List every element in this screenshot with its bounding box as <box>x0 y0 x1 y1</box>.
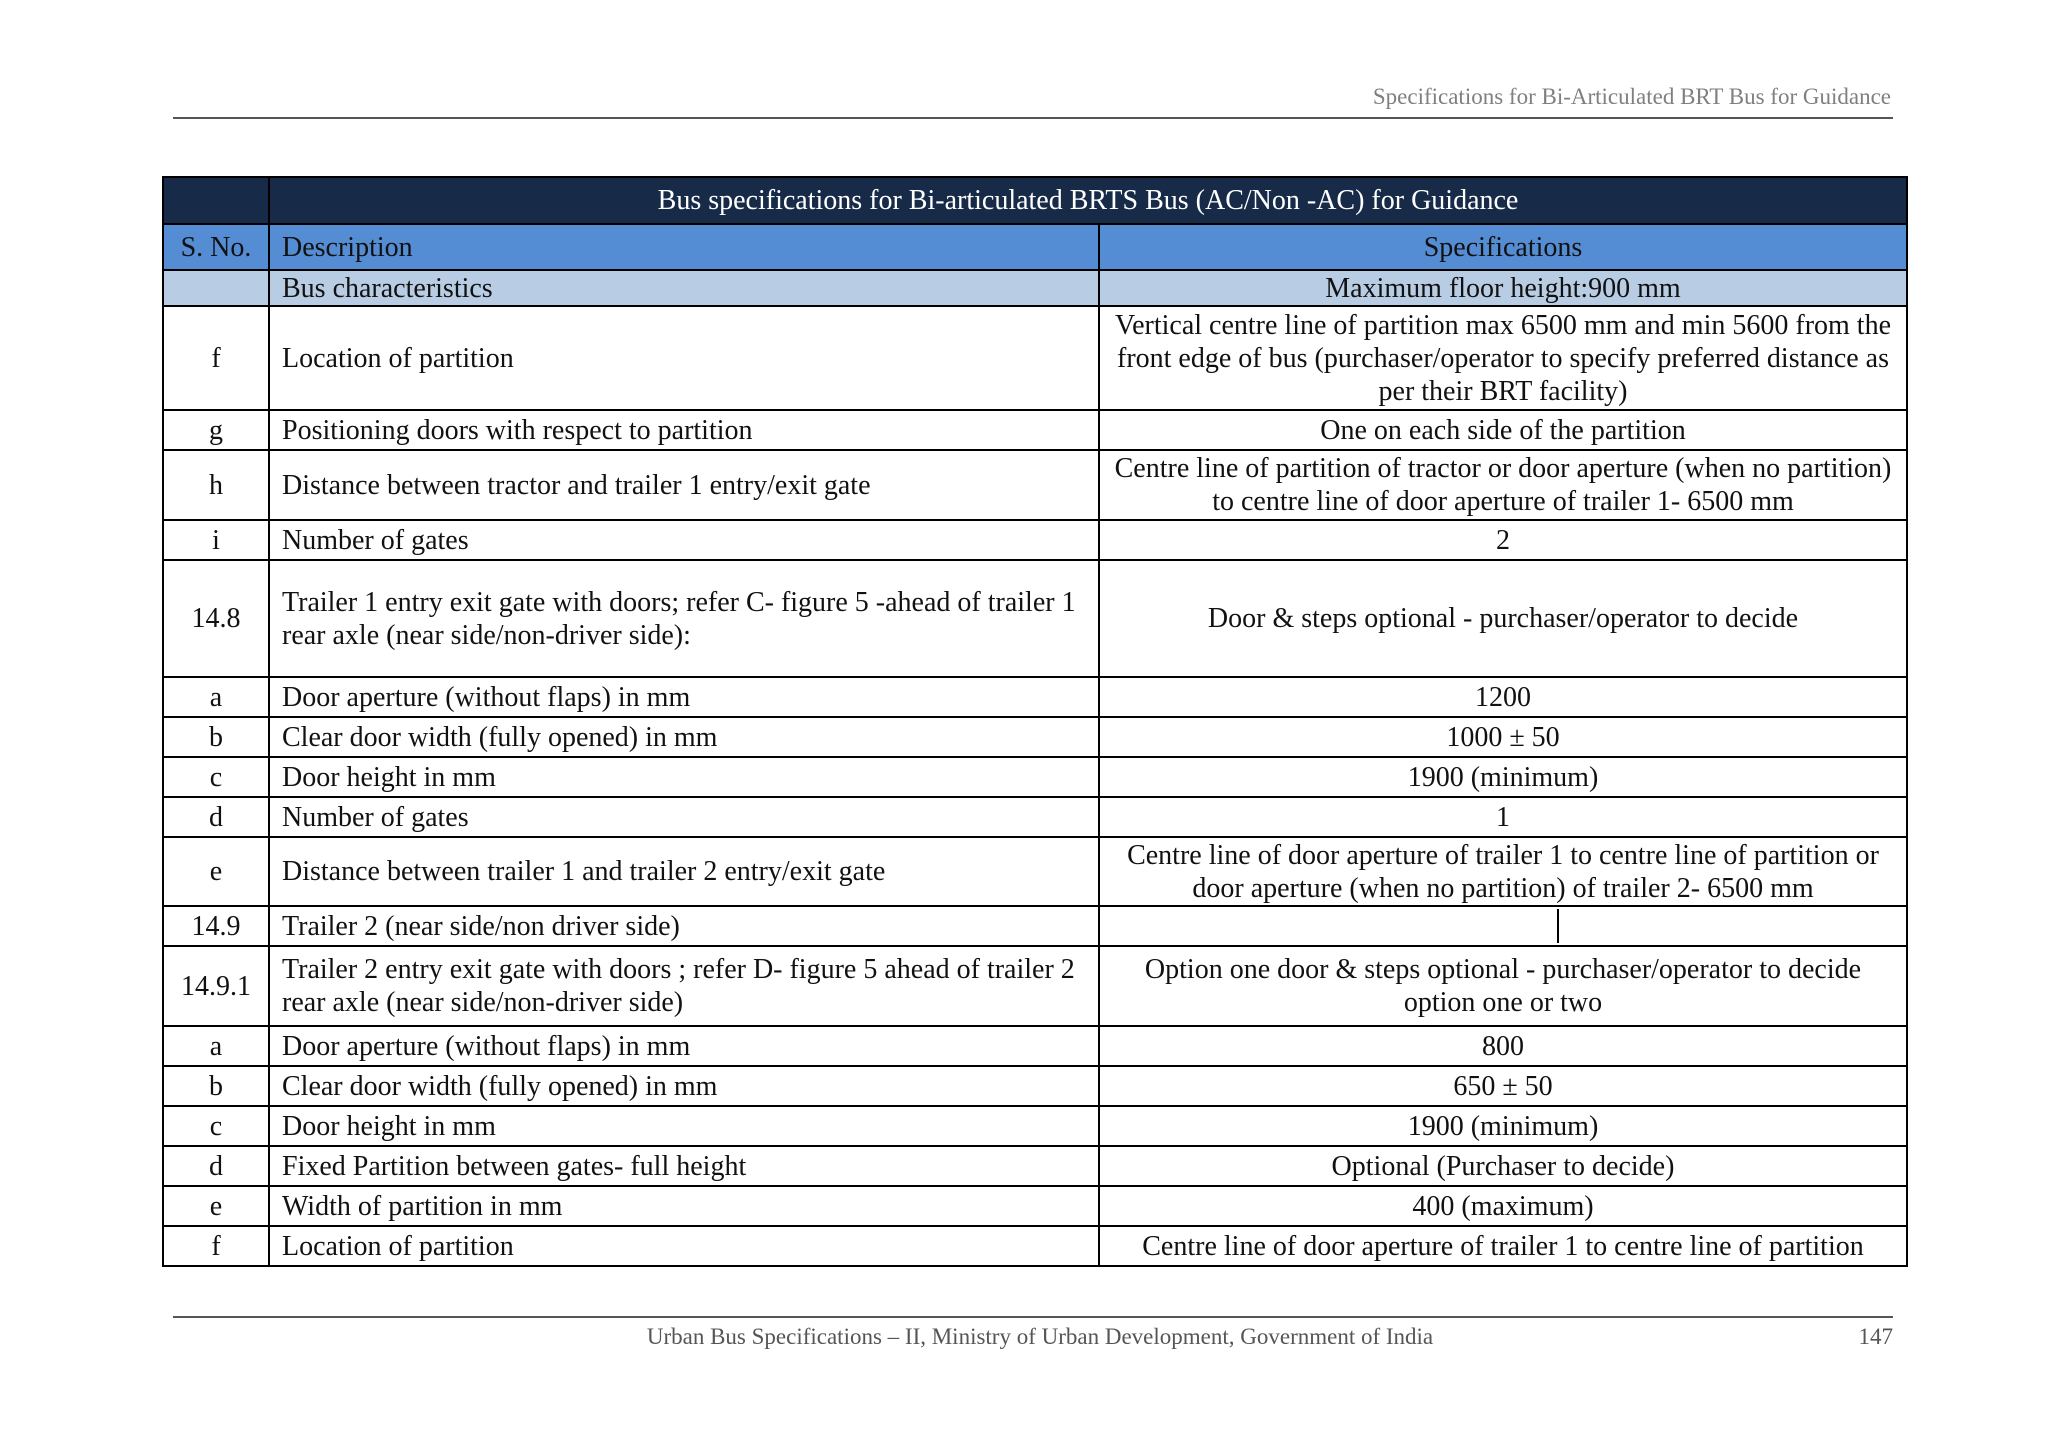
row-sno: e <box>163 837 269 906</box>
table-row <box>163 677 1907 717</box>
row-description: Number of gates <box>269 797 1099 837</box>
table-row <box>163 1106 1907 1146</box>
table-row <box>163 757 1907 797</box>
table-row <box>163 560 1907 677</box>
footer-rule <box>173 1316 1893 1318</box>
table-row <box>163 410 1907 450</box>
table-row <box>163 1026 1907 1066</box>
table-row <box>163 946 1907 1026</box>
table-row <box>163 450 1907 520</box>
page-number: 147 <box>1858 1324 1893 1349</box>
table-row <box>163 1066 1907 1106</box>
row-sno: 14.8 <box>163 560 269 677</box>
row-sno: e <box>163 1186 269 1226</box>
row-description: Fixed Partition between gates- full height <box>269 1146 1099 1186</box>
row-spec: 1900 (minimum) <box>1099 1106 1907 1146</box>
table-row <box>163 1226 1907 1266</box>
row-sno: a <box>163 677 269 717</box>
row-spec: Door & steps optional - purchaser/operator to decide <box>1099 560 1907 677</box>
table-row <box>163 306 1907 410</box>
row-spec: Optional (Purchaser to decide) <box>1099 1146 1907 1186</box>
row-description: Location of partition <box>269 306 1099 410</box>
section-description: Bus characteristics <box>269 270 1099 306</box>
row-description: Location of partition <box>269 1226 1099 1266</box>
table-title: Bus specifications for Bi-articulated BRTS Bus (AC/Non -AC) for Guidance <box>269 177 1907 224</box>
row-description: Width of partition in mm <box>269 1186 1099 1226</box>
split-cell-left <box>1102 909 1559 943</box>
row-spec: 1 <box>1099 797 1907 837</box>
row-spec: 800 <box>1099 1026 1907 1066</box>
row-spec: 2 <box>1099 520 1907 560</box>
row-spec: 1900 (minimum) <box>1099 757 1907 797</box>
row-sno: d <box>163 1146 269 1186</box>
table-row <box>163 797 1907 837</box>
row-description: Positioning doors with respect to partition <box>269 410 1099 450</box>
running-header: Specifications for Bi-Articulated BRT Bus for Guidance <box>1372 84 1891 109</box>
title-blank-cell <box>163 177 269 224</box>
table-row <box>163 1186 1907 1226</box>
row-sno: h <box>163 450 269 520</box>
section-sno <box>163 270 269 306</box>
row-spec: 1000 ± 50 <box>1099 717 1907 757</box>
row-description: Door height in mm <box>269 757 1099 797</box>
row-sno: 14.9.1 <box>163 946 269 1026</box>
row-description: Clear door width (fully opened) in mm <box>269 1066 1099 1106</box>
row-sno: g <box>163 410 269 450</box>
row-sno: c <box>163 757 269 797</box>
row-sno: a <box>163 1026 269 1066</box>
row-description: Trailer 1 entry exit gate with doors; refer C- figure 5 -ahead of trailer 1 rear axle (near side/non-driver side): <box>269 560 1099 677</box>
row-spec: Centre line of door aperture of trailer 1 to centre line of partition <box>1099 1226 1907 1266</box>
row-spec: 400 (maximum) <box>1099 1186 1907 1226</box>
header-rule <box>173 117 1893 119</box>
row-description: Trailer 2 entry exit gate with doors ; refer D- figure 5 ahead of trailer 2 rear axle (near side/non-driver side) <box>269 946 1099 1026</box>
row-sno: b <box>163 717 269 757</box>
row-description: Distance between trailer 1 and trailer 2 entry/exit gate <box>269 837 1099 906</box>
row-spec: 650 ± 50 <box>1099 1066 1907 1106</box>
row-spec: Option one door & steps optional - purchaser/operator to decide option one or two <box>1099 946 1907 1026</box>
table-header-row <box>163 224 1907 270</box>
row-description: Distance between tractor and trailer 1 entry/exit gate <box>269 450 1099 520</box>
row-description: Door aperture (without flaps) in mm <box>269 677 1099 717</box>
row-description: Door height in mm <box>269 1106 1099 1146</box>
row-description: Number of gates <box>269 520 1099 560</box>
row-sno: f <box>163 1226 269 1266</box>
row-description: Trailer 2 (near side/non driver side) <box>269 906 1099 946</box>
section-spec: Maximum floor height:900 mm <box>1099 270 1907 306</box>
row-description: Door aperture (without flaps) in mm <box>269 1026 1099 1066</box>
row-description: Clear door width (fully opened) in mm <box>269 717 1099 757</box>
row-spec: Centre line of partition of tractor or door aperture (when no partition) to centre line of door aperture of trailer 1- 6500 mm <box>1099 450 1907 520</box>
table-row <box>163 1146 1907 1186</box>
row-spec-split <box>1099 906 1907 946</box>
row-sno: 14.9 <box>163 906 269 946</box>
row-spec: Vertical centre line of partition max 6500 mm and min 5600 from the front edge of bus (purchaser/operator to specify preferred distance as per their BRT facility) <box>1099 306 1907 410</box>
section-row <box>163 270 1907 306</box>
footer-text: Urban Bus Specifications – II, Ministry of Urban Development, Government of India <box>646 1324 1434 1349</box>
row-sno: f <box>163 306 269 410</box>
column-header-sno: S. No. <box>163 224 269 270</box>
table-row <box>163 837 1907 906</box>
row-sno: i <box>163 520 269 560</box>
row-sno: c <box>163 1106 269 1146</box>
row-spec: Centre line of door aperture of trailer 1 to centre line of partition or door aperture (when no partition) of trailer 2- 6500 mm <box>1099 837 1907 906</box>
table-row <box>163 520 1907 560</box>
row-sno: d <box>163 797 269 837</box>
specifications-table <box>162 176 1908 1267</box>
row-sno: b <box>163 1066 269 1106</box>
row-spec: 1200 <box>1099 677 1907 717</box>
column-header-description: Description <box>269 224 1099 270</box>
row-spec: One on each side of the partition <box>1099 410 1907 450</box>
table-title-row <box>163 177 1907 224</box>
column-header-specifications: Specifications <box>1099 224 1907 270</box>
table-row <box>163 717 1907 757</box>
table-row <box>163 906 1907 946</box>
